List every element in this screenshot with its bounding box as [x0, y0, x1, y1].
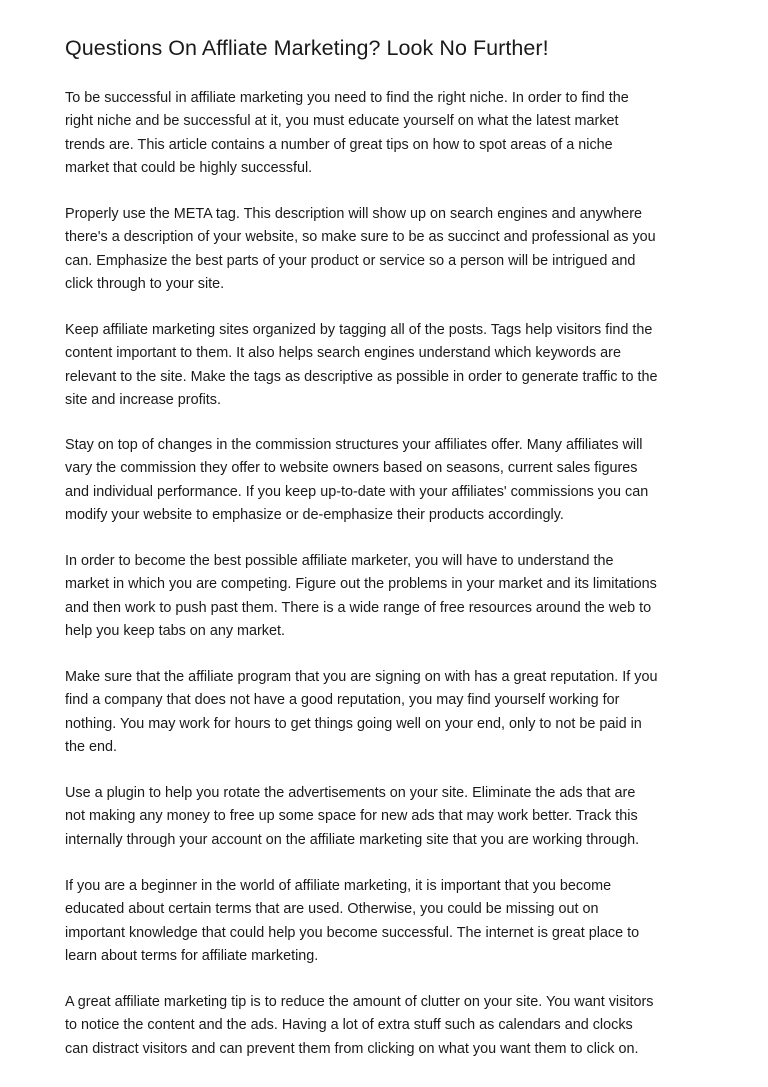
text-line: trends are. This article contains a number of great tips on how to spot areas of a niche — [65, 136, 613, 153]
text-line: there's a description of your website, so make sure to be as succinct and professional as you — [65, 229, 656, 246]
text-line: internally through your account on the affiliate marketing site that you are working through. — [65, 831, 640, 848]
page-title: Questions On Affliate Marketing? Look No Further! — [65, 36, 549, 60]
text-line: help you keep tabs on any market. — [65, 622, 285, 639]
text-line: important knowledge that could help you become successful. The internet is great place to — [65, 924, 640, 941]
text-line: market in which you are competing. Figure out the problems in your market and its limitations — [65, 576, 657, 593]
text-line: to notice the content and the ads. Having a lot of extra stuff such as calendars and clocks — [65, 1017, 633, 1034]
text-line: market that could be highly successful. — [65, 159, 313, 176]
text-line: A great affiliate marketing tip is to reduce the amount of clutter on your site. You want visitors — [65, 994, 654, 1010]
text-line: educated about certain terms that are used. Otherwise, you could be missing out on — [65, 901, 599, 918]
text-line: nothing. You may work for hours to get things going well on your end, only to not be paid in — [65, 715, 642, 732]
text-line: Keep affiliate marketing sites organized by tagging all of the posts. Tags help visitors find the — [65, 322, 653, 338]
paragraph — [65, 203, 715, 296]
text-line: can distract visitors and can prevent them from clicking on what you want them to click on. — [65, 1040, 639, 1057]
text-line: To be successful in affiliate marketing you need to find the right niche. In order to find the — [65, 90, 629, 106]
paragraph — [65, 666, 715, 759]
text-line: relevant to the site. Make the tags as descriptive as possible in order to generate traffic to the — [65, 368, 658, 385]
text-line: Properly use the META tag. This description will show up on search engines and anywhere — [65, 206, 643, 222]
text-line: Use a plugin to help you rotate the advertisements on your site. Eliminate the ads that are — [65, 785, 636, 801]
text-line: vary the commission they offer to website owners based on seasons, current sales figures — [65, 460, 638, 477]
text-line: click through to your site. — [65, 275, 225, 292]
text-line: In order to become the best possible affiliate marketer, you will have to understand the — [65, 553, 614, 569]
text-line: the end. — [65, 738, 118, 755]
paragraph — [65, 875, 715, 968]
text-line: right niche and be successful at it, you must educate yourself on what the latest market — [65, 113, 619, 130]
paragraph — [65, 550, 715, 643]
text-line: If you are a beginner in the world of affiliate marketing, it is important that you become — [65, 878, 612, 894]
paragraph — [65, 319, 715, 412]
text-line: Stay on top of changes in the commission structures your affiliates offer. Many affiliates will — [65, 437, 643, 453]
text-line: site and increase profits. — [65, 391, 221, 408]
paragraph — [65, 87, 715, 180]
paragraph — [65, 991, 715, 1061]
text-line: learn about terms for affiliate marketing. — [65, 947, 319, 964]
text-line: and then work to push past them. There is a wide range of free resources around the web to — [65, 599, 652, 616]
paragraph — [65, 782, 715, 852]
text-line: can. Emphasize the best parts of your product or service so a person will be intrigued and — [65, 252, 636, 269]
text-line: find a company that does not have a good reputation, you may find yourself working for — [65, 692, 620, 709]
text-line: not making any money to free up some space for new ads that may work better. Track this — [65, 808, 638, 825]
text-line: and individual performance. If you keep up-to-date with your affiliates' commissions you can — [65, 483, 649, 500]
text-line: Make sure that the affiliate program that you are signing on with has a great reputation. If you — [65, 669, 658, 685]
text-line: modify your website to emphasize or de-emphasize their products accordingly. — [65, 506, 564, 523]
text-line: content important to them. It also helps search engines understand which keywords are — [65, 345, 621, 362]
paragraph — [65, 434, 715, 527]
